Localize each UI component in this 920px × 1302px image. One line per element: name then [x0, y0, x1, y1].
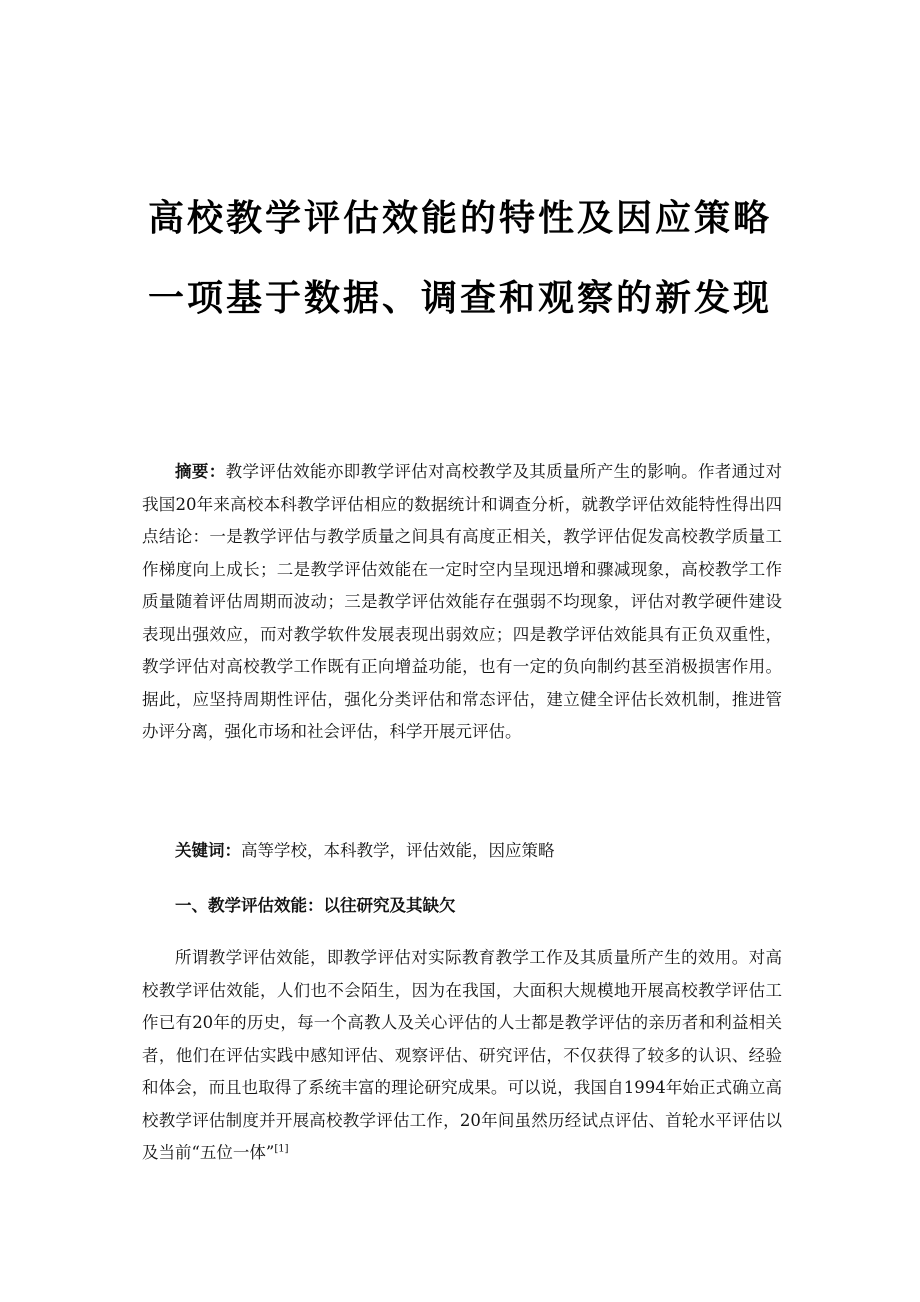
abstract-paragraph — [142, 456, 782, 749]
document-title: 高校教学评估效能的特性及因应策略 — [147, 198, 772, 239]
body-paragraph — [142, 942, 782, 1170]
section-heading: 一、教学评估效能：以往研究及其缺欠 — [175, 896, 456, 915]
abstract-label: 摘要： — [175, 462, 226, 481]
keywords-label: 关键词： — [175, 841, 241, 860]
abstract-text: 教学评估效能亦即教学评估对高校教学及其质量所产生的影响。作者通过对我国20年来高校本科教学评估相应的数据统计和调查分析，就教学评估效能特性得出四点结论：一是教学评估与教学质量之间具有高度正相关，教学评估促发高校教学质量工作梯度向上成长；二是教学评估效能在一定时空内呈现迅增和骤减现象，高校教学工作质量随着评估周期而波动；三是教学评估效能存在强弱不均现象，评估对教学硬件建设表现出强效应，而对教学软件发展表现出弱效应；四是教学评估效能具有正负双重性，教学评估对高校教学工作既有正向增益功能，也有一定的负向制约甚至消极损害作用。据此，应坚持周期性评估，强化分类评估和常态评估，建立健全评估长效机制，推进管办评分离，强化市场和社会评估，科学开展元评估。 — [142, 462, 783, 741]
body-paragraph-text: 所谓教学评估效能，即教学评估对实际教育教学工作及其质量所产生的效用。对高校教学评估效能，人们也不会陌生，因为在我国，大面积大规模地开展高校教学评估工作已有20年的历史，每一个高教人及关心评估的人士都是教学评估的亲历者和利益相关者，他们在评估实践中感知评估、观察评估、研究评估，不仅获得了较多的认识、经验和体会，而且也取得了系统丰富的理论研究成果。可以说，我国自1994年始正式确立高校教学评估制度并开展高校教学评估工作，20年间虽然历经试点评估、首轮水平评估以及当前“五位一体” — [142, 948, 782, 1162]
keywords-text: 高等学校，本科教学，评估效能，因应策略 — [241, 841, 555, 860]
document-subtitle: 一项基于数据、调查和观察的新发现 — [147, 278, 772, 319]
footnote-reference[interactable]: [1] — [274, 1143, 289, 1155]
keywords-paragraph — [142, 835, 782, 868]
